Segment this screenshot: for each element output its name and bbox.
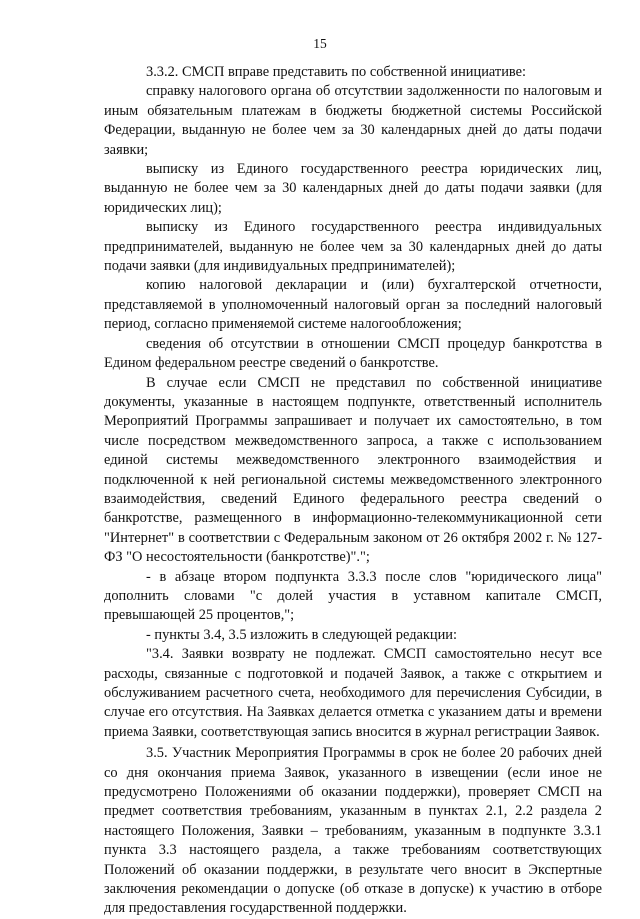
paragraph-3-4: "3.4. Заявки возврату не подлежат. СМСП самостоятельно несут все расходы, связанные с подготовкой и подачей Заявок, а также с открытием и обслуживанием расчетного счета, необходимого для перечисления Субсидии, в случае его отсутствия. На Заявках делается отметка с указанием даты и времени приема Заявки, соответствующая запись вносится в журнал регистрации Заявок. — [104, 646, 602, 740]
paragraph-interagency-request: В случае если СМСП не представил по собственной инициативе документы, указанные в настоящем подпункте, ответственный исполнитель Мероприятий Программы запрашивает и получает их самостоятельно, в том числе посредством межведомственного запроса, а также с использованием единой системы межведомственного электронного взаимодействия и подключенной к ней региональной системы межведомственного электронного взаимодействия, сведений Единого федерального реестра сведений о банкротстве, размещенного в информационно-телекоммуникационной сети "Интернет" в соответствии с Федеральным законом от 26 октября 2002 г. № 127-ФЗ "О несостоятельности (банкротстве)"."; — [104, 374, 602, 566]
document-body — [104, 63, 602, 919]
paragraph-3-3-2-heading: 3.3.2. СМСП вправе представить по собственной инициативе: — [146, 64, 527, 80]
paragraph-tax-declaration: копию налоговой декларации и (или) бухгалтерской отчетности, представляемой в уполномоченный налоговый орган за последний налоговый период, согласно применяемой системе налогообложения; — [104, 277, 602, 333]
paragraph-tax-certificate: справку налогового органа об отсутствии задолженности по налоговым и иным обязательным платежам в бюджеты бюджетной системы Российской Федерации, выданную не более чем за 30 календарных дней до даты подачи заявки; — [104, 83, 602, 158]
paragraph-amendment-3-4-3-5: - пункты 3.4, 3.5 изложить в следующей редакции: — [146, 626, 457, 643]
paragraph-bankruptcy-info: сведения об отсутствии в отношении СМСП процедур банкротства в Едином федеральном реестре сведений о банкротстве. — [104, 335, 602, 372]
paragraph-legal-entities-extract: выписку из Единого государственного реестра юридических лиц, выданную не более чем за 30 календарных дней до даты подачи заявки (для юридических лиц); — [104, 161, 602, 216]
paragraph-3-5: 3.5. Участник Мероприятия Программы в срок не более 20 рабочих дней со дня окончания приема Заявок, указанного в извещении (если иное не предусмотрено Положениями об оказании поддержки), проверяет СМСП на предмет соответствия требованиям, указанным в пунктах 2.1, 2.2 раздела 2 настоящего Положения, Заявки – требованиям, указанным в подпункте 3.3.1 пункта 3.3 настоящего раздела, а также требованиям соответствующих Положений об оказании поддержки, в результате чего вносит в Экспертные заключения рекомендации о допуске (об отказе в допуске) к участию в отборе для предоставления государственной поддержки. — [104, 745, 602, 917]
paragraph-amendment-3-3-3: - в абзаце втором подпункта 3.3.3 после слов "юридического лица" дополнить словами "с долей участия в уставном капитале СМСП, превышающей 25 процентов,"; — [104, 568, 602, 624]
page-number: 15 — [313, 36, 327, 51]
paragraph-entrepreneurs-extract: выписку из Единого государственного реестра индивидуальных предпринимателей, выданную не более чем за 30 календарных дней до даты подачи заявки (для индивидуальных предпринимателей); — [104, 219, 602, 275]
